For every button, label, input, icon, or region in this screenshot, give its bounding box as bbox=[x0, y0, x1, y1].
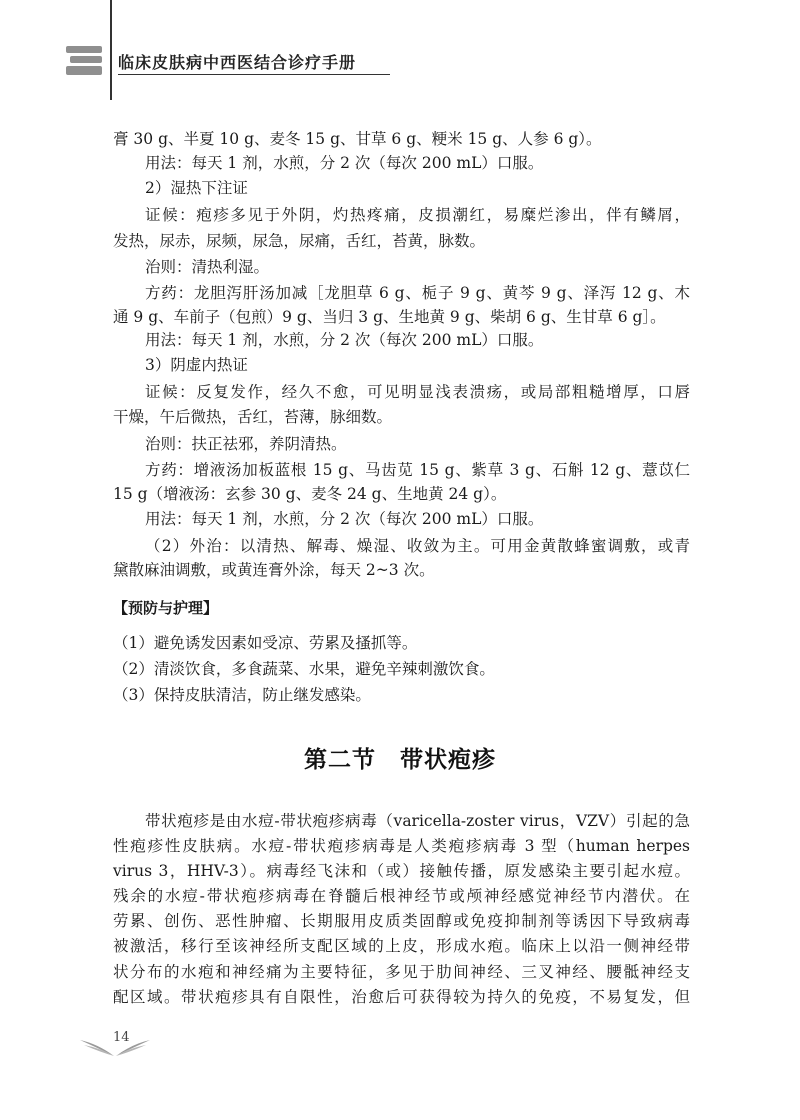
text-line: 治则：清热利湿。 bbox=[145, 258, 270, 276]
text-line: 通 9 g、车前子（包煎）9 g、当归 3 g、生地黄 9 g、柴胡 6 g、生甘草 6 g］。 bbox=[113, 308, 666, 326]
text-line: 3）阴虚内热证 bbox=[145, 356, 248, 374]
text-line: 方药：龙胆泻肝汤加减［龙胆草 6 g、栀子 9 g、黄芩 9 g、泽泻 12 g、木 bbox=[145, 284, 690, 302]
text-line: 方药：增液汤加板蓝根 15 g、马齿苋 15 g、紫草 3 g、石斛 12 g、薏苡仁 bbox=[145, 461, 690, 479]
text-line: 用法：每天 1 剂，水煎，分 2 次（每次 200 mL）口服。 bbox=[145, 331, 544, 349]
subsection-heading: 【预防与护理】 bbox=[113, 599, 219, 617]
text-line: 干燥，午后微热，舌红，苔薄，脉细数。 bbox=[113, 408, 393, 426]
text-line: 劳累、创伤、恶性肿瘤、长期服用皮质类固醇或免疫抑制剂等诱因下导致病毒 bbox=[113, 912, 690, 930]
text-line: 带状疱疹是由水痘-带状疱疹病毒（varicella-zoster virus，VZV）引起的急 bbox=[145, 812, 690, 830]
text-line: 黛散麻油调敷，或黄连膏外涂，每天 2~3 次。 bbox=[113, 561, 435, 579]
text-line: （2）外治：以清热、解毒、燥湿、收敛为主。可用金黄散蜂蜜调敷，或青 bbox=[145, 537, 690, 555]
wing-logo-icon bbox=[78, 1036, 152, 1058]
text-line: 治则：扶正祛邪，养阴清热。 bbox=[145, 435, 347, 453]
text-line: 15 g（增液汤：玄参 30 g、麦冬 24 g、生地黄 24 g）。 bbox=[113, 485, 507, 503]
running-header-title: 临床皮肤病中西医结合诊疗手册 bbox=[118, 53, 357, 72]
text-line: virus 3，HHV-3）。病毒经飞沫和（或）接触传播，原发感染主要引起水痘。 bbox=[113, 862, 690, 880]
header-vertical-rule bbox=[110, 0, 112, 100]
text-line: 2）湿热下注证 bbox=[145, 179, 248, 197]
text-line: 膏 30 g、半夏 10 g、麦冬 15 g、甘草 6 g、粳米 15 g、人参 6 g）。 bbox=[113, 130, 602, 148]
header-underline bbox=[118, 74, 390, 75]
text-line: 证候：疱疹多见于外阴，灼热疼痛，皮损潮红，易糜烂渗出，伴有鳞屑， bbox=[145, 206, 690, 224]
text-line: 状分布的水疱和神经痛为主要特征，多见于肋间神经、三叉神经、腰骶神经支 bbox=[113, 963, 690, 981]
text-line: 用法：每天 1 剂，水煎，分 2 次（每次 200 mL）口服。 bbox=[145, 154, 544, 172]
list-item: （3）保持皮肤清洁，防止继发感染。 bbox=[113, 686, 371, 704]
text-line: 发热，尿赤，尿频，尿急，尿痛，舌红，苔黄，脉数。 bbox=[113, 232, 486, 250]
section-title: 第二节 带状疱疹 bbox=[304, 747, 496, 773]
page-number: 14 bbox=[113, 1030, 130, 1045]
text-line: 被激活，移行至该神经所支配区域的上皮，形成水疱。临床上以沿一侧神经带 bbox=[113, 937, 690, 955]
text-line: 配区域。带状疱疹具有自限性，治愈后可获得较为持久的免疫，不易复发，但 bbox=[113, 988, 690, 1006]
text-line: 残余的水痘-带状疱疹病毒在脊髓后根神经节或颅神经感觉神经节内潜伏。在 bbox=[113, 887, 690, 905]
text-line: 性疱疹性皮肤病。水痘-带状疱疹病毒是人类疱疹病毒 3 型（human herpes bbox=[113, 837, 690, 855]
header-book-icon bbox=[66, 46, 104, 76]
list-item: （1）避免诱发因素如受凉、劳累及搔抓等。 bbox=[113, 634, 418, 652]
text-line: 证候：反复发作，经久不愈，可见明显浅表溃疡，或局部粗糙增厚，口唇 bbox=[145, 383, 690, 401]
list-item: （2）清淡饮食，多食蔬菜、水果，避免辛辣刺激饮食。 bbox=[113, 660, 495, 678]
text-line: 用法：每天 1 剂，水煎，分 2 次（每次 200 mL）口服。 bbox=[145, 510, 544, 528]
